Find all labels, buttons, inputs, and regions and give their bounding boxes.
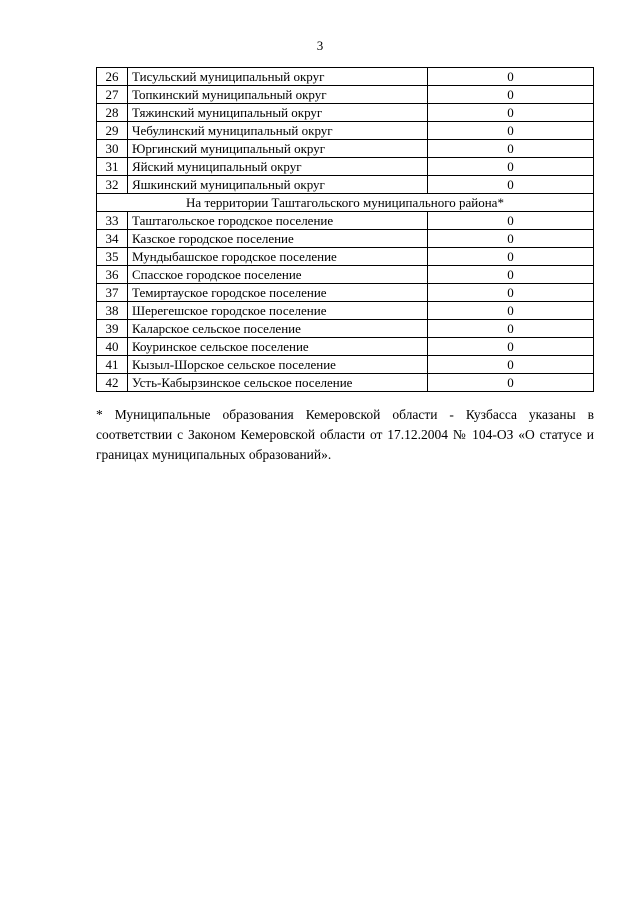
row-value: 0: [428, 68, 594, 86]
row-value: 0: [428, 374, 594, 392]
row-value: 0: [428, 284, 594, 302]
row-value: 0: [428, 266, 594, 284]
table-row: [97, 104, 594, 122]
row-number: 31: [97, 158, 128, 176]
table-row: [97, 140, 594, 158]
row-number: 30: [97, 140, 128, 158]
page-number: 3: [316, 38, 324, 53]
row-name: Яшкинский муниципальный округ: [128, 176, 428, 194]
table-row: [97, 158, 594, 176]
table-row: [97, 86, 594, 104]
municipal-table: [96, 67, 594, 392]
table-row: [97, 266, 594, 284]
table-row: [97, 212, 594, 230]
row-number: 33: [97, 212, 128, 230]
row-name: Яйский муниципальный округ: [128, 158, 428, 176]
row-value: 0: [428, 86, 594, 104]
row-value: 0: [428, 248, 594, 266]
row-value: 0: [428, 230, 594, 248]
row-number: 38: [97, 302, 128, 320]
section-header-row: [97, 194, 594, 212]
footnote: * Муниципальные образования Кемеровской области - Кузбасса указаны в соответствии с Законом Кемеровской области от 17.12.2004 № 104-ОЗ «О статусе и границах муниципальных образований».: [96, 407, 594, 462]
table-row: [97, 356, 594, 374]
row-value: 0: [428, 122, 594, 140]
table-row: [97, 302, 594, 320]
row-number: 34: [97, 230, 128, 248]
row-name: Чебулинский муниципальный округ: [128, 122, 428, 140]
table-row: [97, 320, 594, 338]
row-name: Коуринское сельское поселение: [128, 338, 428, 356]
row-name: Каларское сельское поселение: [128, 320, 428, 338]
row-number: 39: [97, 320, 128, 338]
row-name: Юргинский муниципальный округ: [128, 140, 428, 158]
row-name: Усть-Кабырзинское сельское поселение: [128, 374, 428, 392]
table-row: [97, 122, 594, 140]
row-value: 0: [428, 212, 594, 230]
table-row: [97, 374, 594, 392]
row-value: 0: [428, 302, 594, 320]
row-number: 26: [97, 68, 128, 86]
table-row: [97, 68, 594, 86]
row-name: Спасское городское поселение: [128, 266, 428, 284]
row-value: 0: [428, 320, 594, 338]
row-value: 0: [428, 104, 594, 122]
row-number: 36: [97, 266, 128, 284]
row-number: 32: [97, 176, 128, 194]
row-name: Таштагольское городское поселение: [128, 212, 428, 230]
row-value: 0: [428, 338, 594, 356]
row-number: 42: [97, 374, 128, 392]
row-value: 0: [428, 356, 594, 374]
table-row: [97, 248, 594, 266]
row-number: 37: [97, 284, 128, 302]
section-header: На территории Таштагольского муниципального района*: [97, 194, 594, 212]
row-number: 29: [97, 122, 128, 140]
table-row: [97, 230, 594, 248]
row-value: 0: [428, 140, 594, 158]
row-number: 40: [97, 338, 128, 356]
row-name: Топкинский муниципальный округ: [128, 86, 428, 104]
table-row: [97, 284, 594, 302]
row-number: 41: [97, 356, 128, 374]
row-number: 28: [97, 104, 128, 122]
row-value: 0: [428, 176, 594, 194]
row-name: Шерегешское городское поселение: [128, 302, 428, 320]
row-name: Казское городское поселение: [128, 230, 428, 248]
row-number: 27: [97, 86, 128, 104]
row-value: 0: [428, 158, 594, 176]
row-name: Темиртауское городское поселение: [128, 284, 428, 302]
table-row: [97, 338, 594, 356]
table-row: [97, 176, 594, 194]
row-name: Тисульский муниципальный округ: [128, 68, 428, 86]
row-number: 35: [97, 248, 128, 266]
row-name: Тяжинский муниципальный округ: [128, 104, 428, 122]
row-name: Кызыл-Шорское сельское поселение: [128, 356, 428, 374]
row-name: Мундыбашское городское поселение: [128, 248, 428, 266]
